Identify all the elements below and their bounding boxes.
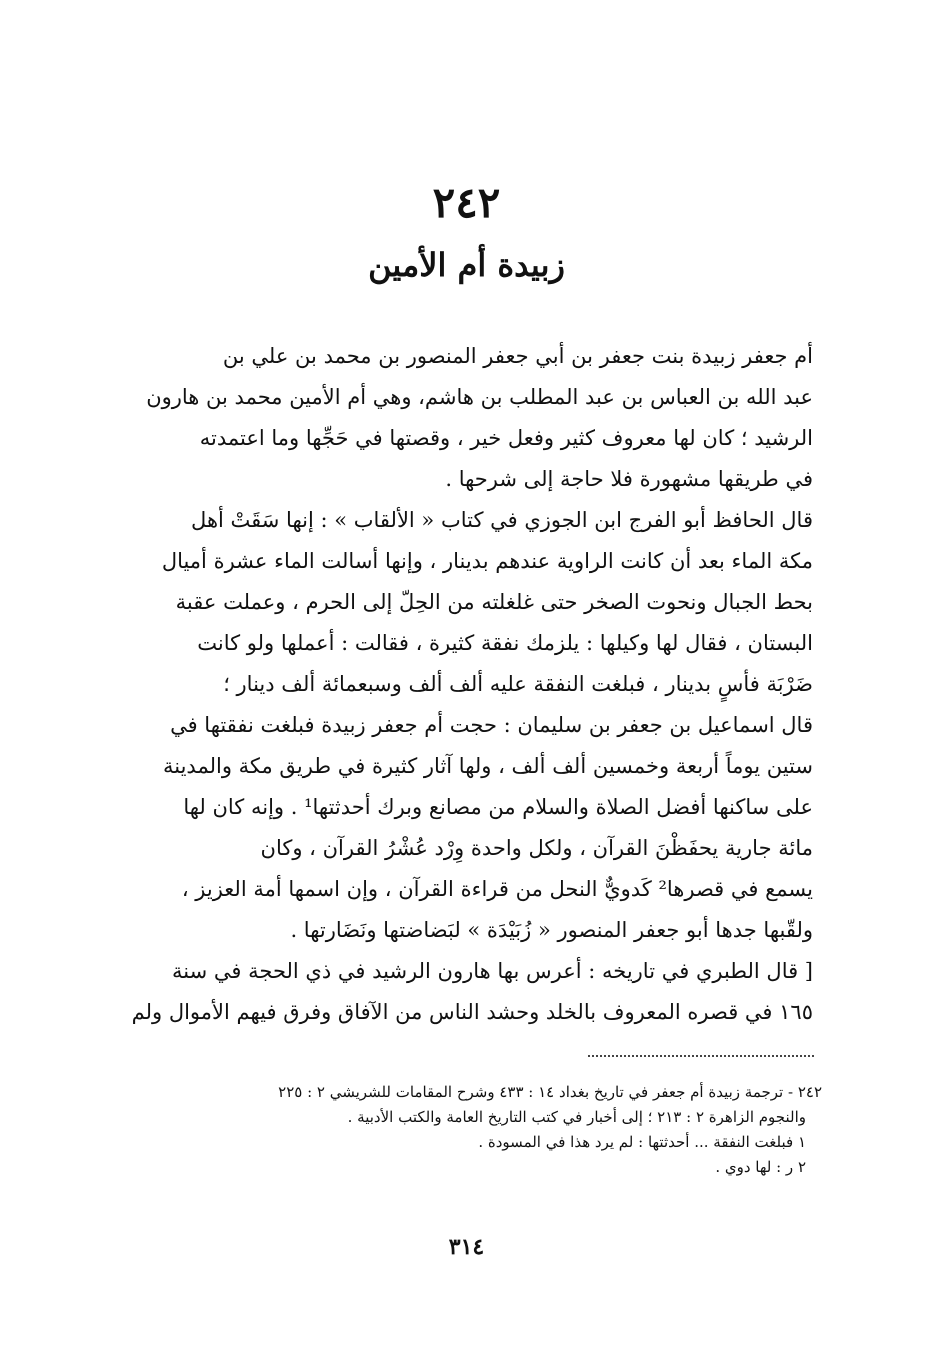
text-line: [ قال الطبري في تاريخه : أعرس بها هارون الرشيد في ذي الحجة في سنة (172, 959, 813, 983)
text-line: بحط الجبال ونحوت الصخر حتى غلغلته من الحِلّ إلى الحرم ، وعملت عقبة (175, 590, 813, 614)
text-line: على ساكنها أفضل الصلاة والسلام من مصانع وبرك أحدثتها¹ . وإنه كان لها (183, 795, 813, 819)
body-text (118, 336, 813, 1033)
footnote-2: ٢ ر : لها دوي . (715, 1158, 806, 1176)
text-line: يسمع في قصرها² كَدويٌّ النحل من قراءة القرآن ، وإن اسمها أمة العزيز ، (181, 877, 813, 901)
footnote-source: ٢٤٢ - ترجمة زبيدة أم جعفر في تاريخ بغداد ١٤ : ٤٣٣ وشرح المقامات للشريشي ٢ : ٢٢٥ (278, 1083, 822, 1101)
paragraph (118, 951, 813, 1033)
text-line: ولقّبها جدها أبو جعفر المنصور « زُبَيْدَة » لبَضاضتها ونَضَارتها . (290, 918, 813, 942)
footnote-divider (588, 1055, 814, 1057)
text-line: ستين يوماً أربعة وخمسين ألف ألف ، ولها آثار كثيرة في طريق مكة والمدينة (162, 754, 813, 778)
text-line: ١٦٥ في قصره المعروف بالخلد وحشد الناس من الآفاق وفرق فيهم الأموال ولم (131, 1000, 813, 1024)
text-line: قال اسماعيل بن جعفر بن سليمان : حجت أم جعفر زبيدة فبلغت نفقتها في (170, 713, 813, 737)
paragraph (118, 705, 813, 951)
footnote-source: والنجوم الزاهرة ٢ : ٢١٣ ؛ إلى أخبار في كتب التاريخ العامة والكتب الأدبية . (347, 1108, 806, 1126)
text-line: قال الحافظ أبو الفرج ابن الجوزي في كتاب « الألقاب » : إنها سَقَتْ أهل (191, 508, 813, 532)
paragraph (118, 500, 813, 705)
paragraph (118, 336, 813, 500)
text-line: في طريقها مشهورة فلا حاجة إلى شرحها . (445, 467, 813, 491)
text-line: عبد الله بن العباس بن عبد المطلب بن هاشم، وهي أم الأمين محمد بن هارون (146, 385, 813, 409)
text-line: أم جعفر زبيدة بنت جعفر بن أبي جعفر المنصور بن محمد بن علي بن (222, 344, 813, 368)
page-number: ٣١٤ (448, 1234, 485, 1260)
text-line: ضَرْبَة فأسٍ بدينار ، فبلغت النفقة عليه ألف ألف وسبعمائة ألف دينار ؛ (223, 672, 813, 696)
footnotes (110, 1080, 822, 1180)
text-line: البستان ، فقال لها وكيلها : يلزمك نفقة كثيرة ، فقالت : أعملها ولو كانت (197, 631, 813, 655)
entry-number: ٢٤٢ (432, 178, 501, 227)
text-line: مائة جارية يحفَظْنَ القرآن ، ولكل واحدة وِرْد عُشْرُ القرآن ، وكان (260, 836, 813, 860)
text-line: الرشيد ؛ كان لها معروف كثير وفعل خير ، وقصتها في حَجِّها وما اعتمدته (199, 426, 813, 450)
entry-title: زبيدة أم الأمين (368, 246, 565, 284)
footnote-1: ١ فبلغت النفقة ... أحدثتها : لم يرد هذا في المسودة . (478, 1133, 806, 1151)
text-line: مكة الماء بعد أن كانت الراوية عندهم بدينار ، وإنها أسالت الماء عشرة أميال (161, 549, 813, 573)
